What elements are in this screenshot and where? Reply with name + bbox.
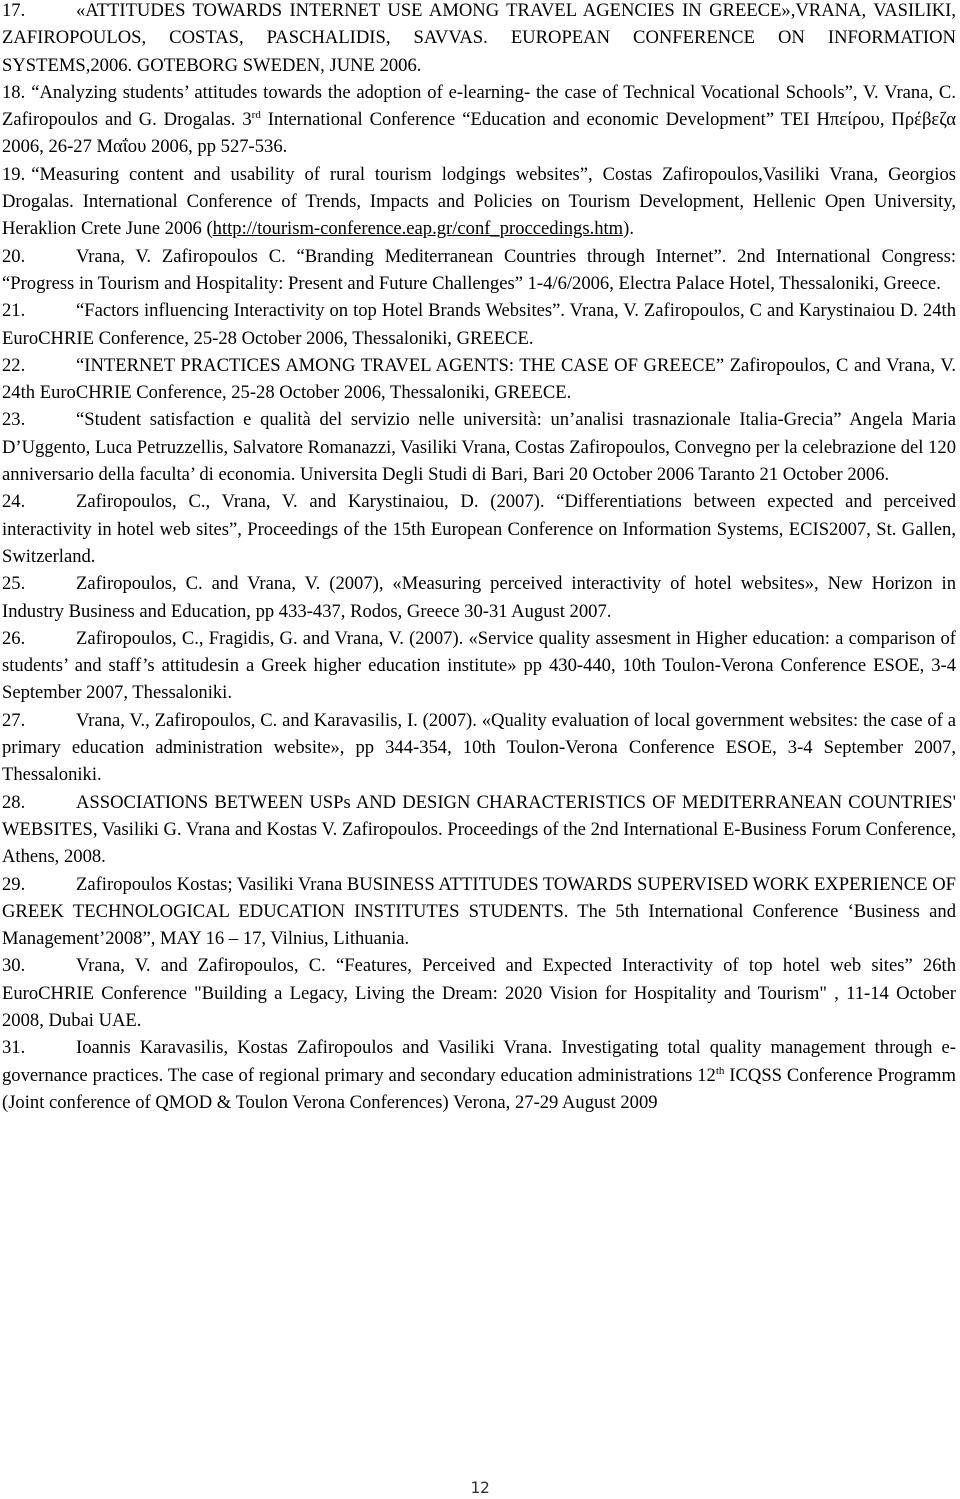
reference-number: 28. <box>2 791 26 813</box>
reference-text-continued: ). <box>623 218 634 240</box>
reference-text-continued: ICQSS Conference Programm (Joint conference of QMOD & Toulon Verona Conferences) Verona, 27-29 August 2009 <box>2 1064 956 1113</box>
reference-text: ASSOCIATIONS BETWEEN USPs AND DESIGN CHARACTERISTICS OF MEDITERRANEAN COUNTRIES' WEBSITES, Vasiliki G. Vrana and Kostas V. Zafiropoulos. Proceedings of the 2nd International E-Business Forum Conference, Athens, 2008. <box>2 791 956 868</box>
reference-text: Vrana, V. Zafiropoulos C. “Branding Mediterranean Countries through Internet”. 2nd International Congress: “Progress in Tourism and Hospitality: Present and Future Challenges” 1-4/6/2006, Electra Palace Hotel, Thessaloniki, Greece. <box>2 245 956 294</box>
reference-item <box>2 406 956 488</box>
reference-text: «ATTITUDES TOWARDS INTERNET USE AMONG TRAVEL AGENCIES IN GREECE»,VRANA, VASILIKI, ZAFIROPOULOS, COSTAS, PASCHALIDIS, SAVVAS. EUROPEAN CONFERENCE ON INFORMATION SYSTEMS,2006. GOTEBORG SWEDEN, JUNE 2006. <box>2 0 956 76</box>
reference-text: “Factors influencing Interactivity on top Hotel Brands Websites”. Vrana, V. Zafiropoulos, C and Karystinaiou D. 24th EuroCHRIE Conference, 25-28 October 2006, Thessaloniki, GREECE. <box>2 300 956 349</box>
reference-number: 20. <box>2 245 26 267</box>
reference-item <box>2 0 956 79</box>
reference-text: “Student satisfaction e qualità del servizio nelle università: un’analisi trasnazionale Italia-Grecia” Angela Maria D’Uggento, Luca Petruzzellis, Salvatore Romanazzi, Vasiliki Vrana, Costas Zafiropoulos, Convegno per la celebrazione del 120 anniversario della faculta’ di economia. Universita Degli Studi di Bari, Bari 20 October 2006 Taranto 21 October 2006. <box>2 409 956 486</box>
reference-item <box>2 625 956 707</box>
reference-item <box>2 79 956 161</box>
reference-text: “Analyzing students’ attitudes towards the adoption of e-learning- the case of Technical Vocational Schools”, V. Vrana, C. Zafiropoulos and G. Drogalas. 3 <box>2 81 956 131</box>
reference-list <box>2 0 956 1116</box>
ordinal-superscript: rd <box>251 109 261 121</box>
reference-number: 17. <box>2 0 26 21</box>
reference-text: “Measuring content and usability of rural tourism lodgings websites”, Costas Zafiropoulos,Vasiliki Vrana, Georgios Drogalas. International Conference of Trends, Impacts and Policies on Tourism Development, Hellenic Open University, Heraklion Crete June 2006 ( <box>2 163 956 240</box>
reference-item <box>2 1034 956 1116</box>
reference-number: 31. <box>2 1037 26 1059</box>
reference-text-continued: International Conference “Education and economic Development” TEI Ηπείρου, Πρέβεζα 2006, 26-27 Μαΐου 2006, pp 527-536. <box>2 109 956 158</box>
conference-proceedings-link[interactable]: http://tourism-conference.eap.gr/conf_proccedings.htm <box>212 218 624 240</box>
reference-number: 25. <box>2 573 26 595</box>
ordinal-superscript: th <box>715 1064 725 1077</box>
page-number: 12 <box>470 1478 490 1497</box>
reference-number: 18. <box>2 81 26 103</box>
reference-number: 24. <box>2 491 26 513</box>
reference-text: Vrana, V. and Zafiropoulos, C. “Features, Perceived and Expected Interactivity of top hotel web sites” 26th EuroCHRIE Conference "Building a Legacy, Living the Dream: 2020 Vision for Hospitality and Tourism" , 11-14 October 2008, Dubai UAE. <box>2 955 956 1031</box>
reference-text: Zafiropoulos, C. and Vrana, V. (2007), «Measuring perceived interactivity of hotel websites», New Horizon in Industry Business and Education, pp 433-437, Rodos, Greece 30-31 August 2007. <box>2 573 956 622</box>
reference-number: 26. <box>2 627 26 649</box>
reference-item <box>2 789 956 871</box>
reference-text: Zafiropoulos Kostas; Vasiliki Vrana BUSINESS ATTITUDES TOWARDS SUPERVISED WORK EXPERIENCE OF GREEK TECHNOLOGICAL EDUCATION INSTITUTES STUDENTS. The 5th International Conference ‘Business and Management’2008”, MAY 16 – 17, Vilnius, Lithuania. <box>2 873 956 950</box>
reference-number: 30. <box>2 955 26 977</box>
reference-item <box>2 570 956 625</box>
reference-text: Zafiropoulos, C., Fragidis, G. and Vrana, V. (2007). «Service quality assesment in Higher education: a comparison of students’ and staff’s attitudesin a Greek higher education institute» pp 430-440, 10th Toulon-Verona Conference ESOE, 3-4 September 2007, Thessaloniki. <box>2 627 956 704</box>
reference-number: 27. <box>2 709 26 731</box>
reference-item <box>2 952 956 1034</box>
reference-item <box>2 488 956 570</box>
reference-item <box>2 871 956 953</box>
reference-text: Vrana, V., Zafiropoulos, C. and Karavasilis, I. (2007). «Quality evaluation of local government websites: the case of a primary education administration website», pp 344-354, 10th Toulon-Verona Conference ESOE, 3-4 September 2007, Thessaloniki. <box>2 709 956 786</box>
reference-item <box>2 161 956 243</box>
reference-text: Zafiropoulos, C., Vrana, V. and Karystinaiou, D. (2007). “Differentiations between expected and perceived interactivity in hotel web sites”, Proceedings of the 15th European Conference on Information Systems, ECIS2007, St. Gallen, Switzerland. <box>2 491 956 567</box>
reference-number: 23. <box>2 409 26 431</box>
reference-item <box>2 352 956 407</box>
reference-text: Ioannis Karavasilis, Kostas Zafiropoulos and Vasiliki Vrana. Investigating total quality management through e-governance practices. The case of regional primary and secondary education administrations 12 <box>2 1037 956 1086</box>
reference-item <box>2 707 956 789</box>
reference-item <box>2 243 956 298</box>
reference-number: 19. <box>2 163 26 185</box>
reference-number: 21. <box>2 300 26 322</box>
reference-text: “INTERNET PRACTICES AMONG TRAVEL AGENTS: THE CASE OF GREECE” Zafiropoulos, C and Vrana, V. 24th EuroCHRIE Conference, 25-28 October 2006, Thessaloniki, GREECE. <box>2 354 956 404</box>
reference-number: 22. <box>2 354 26 376</box>
reference-number: 29. <box>2 873 26 895</box>
reference-item <box>2 297 956 352</box>
